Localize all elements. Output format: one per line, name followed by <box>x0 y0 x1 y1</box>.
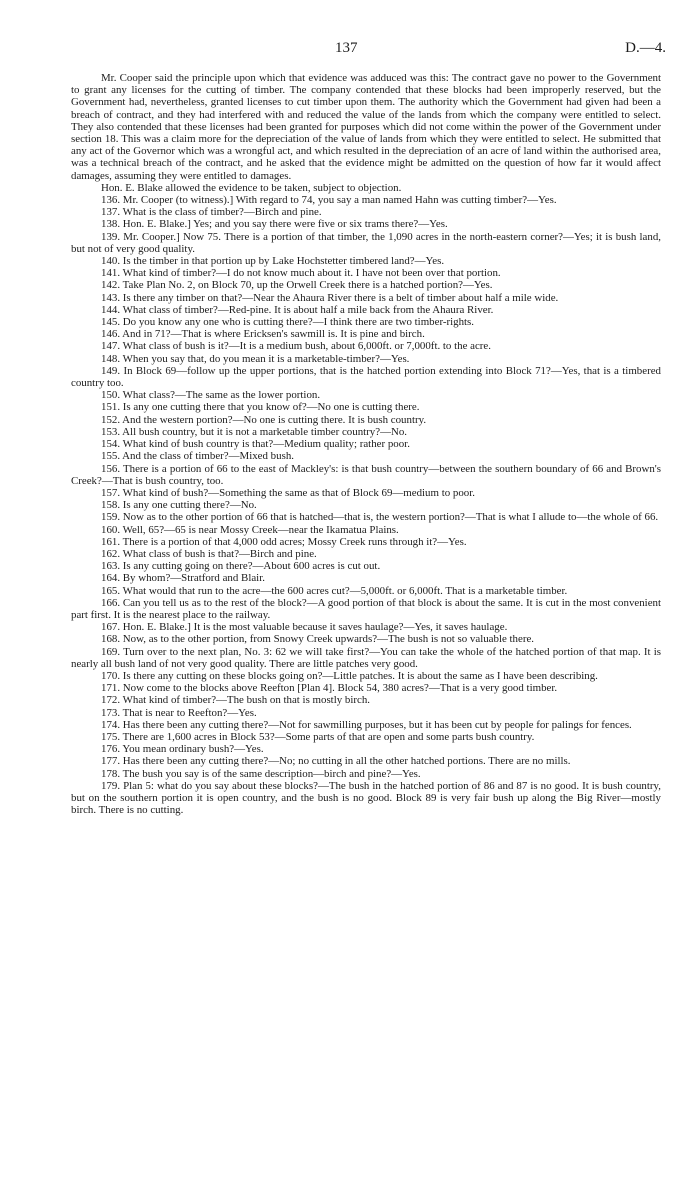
transcript-paragraph <box>71 670 661 682</box>
paragraph-lead: Hon. E. Blake <box>101 181 163 194</box>
paragraph-lead: 166. <box>101 596 121 609</box>
paragraph-lead: 168. <box>101 633 121 646</box>
paragraph-text: It is the most valuable because it saves haulage?—Yes, it saves haulage. <box>190 621 508 634</box>
paragraph-text: Has there been any cutting there?—No; no cutting in all the other hatched portions. There are no mills. <box>120 755 571 768</box>
paragraph-lead: 153. <box>101 425 121 438</box>
paragraph-lead: 146. <box>101 328 121 341</box>
paragraph-lead: 160. <box>101 523 121 536</box>
paragraph-lead: 141. <box>101 267 121 280</box>
transcript-paragraph <box>71 646 661 670</box>
paragraph-text: Turn over to the next plan, No. 3: 62 we will take first?—You can take the whole of the hatched portion of that map. It is nearly all bush land of not very good quality. There are little patches very good. <box>71 645 661 670</box>
paragraph-lead: 138. Hon. E. Blake.] <box>101 218 191 231</box>
paragraph-lead: 167. Hon. E. Blake.] <box>101 621 191 634</box>
paragraph-text: What would that run to the acre—the 600 acres cut?—5,000ft. or 6,000ft. That is a marketable timber. <box>120 584 568 597</box>
paragraph-text: Take Plan No. 2, on Block 70, up the Orwell Creek there is a hatched portion?—Yes. <box>120 279 493 292</box>
paragraph-lead: 140. <box>101 255 121 268</box>
paragraph-text: What kind of timber?—I do not know much about it. I have not been over that portion. <box>120 267 501 280</box>
paragraph-text: Is any cutting going on there?—About 600 acres is cut out. <box>120 560 381 573</box>
paragraph-text: Well, 65?—65 is near Mossy Creek—near the Ikamatua Plains. <box>120 523 399 536</box>
transcript-paragraph <box>71 499 661 511</box>
paragraph-lead: 143. <box>101 291 121 304</box>
paragraph-lead: 142. <box>101 279 121 292</box>
transcript-paragraph <box>71 401 661 413</box>
transcript-paragraph <box>71 365 661 389</box>
transcript-paragraph <box>71 182 661 194</box>
transcript-paragraph <box>71 633 661 645</box>
paragraph-text: What class?—The same as the lower portion. <box>120 389 321 402</box>
transcript-paragraph <box>71 707 661 719</box>
paragraph-lead: 149. <box>101 364 121 377</box>
paragraph-text: In Block 69—follow up the upper portions, that is the hatched portion extending into Block 71?—Yes, that is a timbered country too. <box>71 364 661 390</box>
paragraph-text: Has there been any cutting there?—Not for sawmilling purposes, but it has been cut by people for palings for fences. <box>120 718 632 731</box>
paragraph-text: Now 75. There is a portion of that timber, the 1,090 acres in the north-eastern corner?—Yes; it is bush land, but not of very good quality. <box>71 230 661 255</box>
paragraph-text: Now as to the other portion of 66 that is hatched—that is, the western portion?—That is what I allude to—the whole of 66. <box>120 511 659 524</box>
paragraph-text: When you say that, do you mean it is a marketable-timber?—Yes. <box>120 352 410 365</box>
paragraph-text: Is the timber in that portion up by Lake Hochstetter timbered land?—Yes. <box>120 255 445 268</box>
transcript-paragraph <box>71 206 661 218</box>
transcript-paragraph <box>71 621 661 633</box>
paragraph-lead: 164. <box>101 572 121 585</box>
paragraph-text: What kind of bush country is that?—Medium quality; rather poor. <box>120 438 410 451</box>
transcript-paragraph <box>71 487 661 499</box>
paragraph-lead: 178. <box>101 767 121 780</box>
paragraph-text: Now, as to the other portion, from Snowy Creek upwards?—The bush is not so valuable there. <box>120 633 535 646</box>
transcript-paragraph <box>71 743 661 755</box>
paragraph-lead: Mr. Cooper <box>101 72 152 84</box>
paragraph-lead: 161. <box>101 535 121 548</box>
paragraph-text: What class of bush is that?—Birch and pine. <box>120 547 317 560</box>
paragraph-lead: 176. <box>101 743 121 756</box>
paragraph-text: What kind of bush?—Something the same as that of Block 69—medium to poor. <box>120 486 475 499</box>
transcript-paragraph <box>71 755 661 767</box>
paragraph-lead: 163. <box>101 560 121 573</box>
paragraph-text: And the class of timber?—Mixed bush. <box>120 450 294 463</box>
paragraph-text: Can you tell us as to the rest of the block?—A good portion of that block is about the same. It is cut in the most convenient part first. It is the nearest place to the railway. <box>71 596 661 621</box>
transcript-paragraph <box>71 450 661 462</box>
page-number: 137 <box>335 40 358 56</box>
transcript-paragraph <box>71 536 661 548</box>
paragraph-lead: 151. <box>101 401 121 414</box>
paragraph-lead: 171. <box>101 682 121 695</box>
paragraph-lead: 158. <box>101 499 121 512</box>
transcript-paragraph <box>71 694 661 706</box>
paragraph-text: allowed the evidence to be taken, subject to objection. <box>162 181 402 194</box>
paragraph-text: All bush country, but it is not a marketable timber country?—No. <box>120 425 407 438</box>
paragraph-text: What kind of timber?—The bush on that is mostly birch. <box>120 694 371 707</box>
paragraph-text: said the principle upon which that evidence was adduced was this: The contract gave no power to the Government to grant any licenses for the cutting of timber. The company contended that these blocks had been improperly reserved, but the Government had, nevertheless, granted licenses to cut timber upon them. The authority which the Government had given had been a breach of contract, and they had interfered with and reduced the value of the lands from which the company were entitled to select. They also contended that these licenses had been granted for purposes which did not come within the power of the Government under section 18. This was a claim more for the depreciation of the value of lands from which they were entitled to select. He submitted that any act of the Governor which was a wrongful act, and which resulted in the depreciation of an acre of land within the authorised area, was a technical breach of the contract, and he asked that the evidence might be admitted on the question of how far it would affect damages, assuming they were entitled to damages. <box>71 72 662 182</box>
paragraph-lead: 148. <box>101 352 121 365</box>
paragraph-lead: 152. <box>101 413 121 426</box>
paragraph-lead: 165. <box>101 584 121 597</box>
paragraph-lead: 145. <box>101 316 121 329</box>
transcript-paragraph <box>71 72 661 182</box>
paragraph-text: The bush you say is of the same description—birch and pine?—Yes. <box>120 767 421 780</box>
paragraph-lead: 162. <box>101 547 121 560</box>
paragraph-text: Is there any timber on that?—Near the Ahaura River there is a belt of timber about half a mile wide. <box>120 291 559 304</box>
transcript-paragraph <box>71 511 661 523</box>
transcript-paragraph <box>71 426 661 438</box>
transcript-paragraph <box>71 279 661 291</box>
transcript-paragraph <box>71 414 661 426</box>
transcript-paragraph <box>71 463 661 487</box>
paragraph-lead: 139. Mr. Cooper.] <box>101 230 180 243</box>
paragraph-lead: 159. <box>101 511 121 524</box>
paragraph-text: And in 71?—That is where Ericksen's sawmill is. It is pine and birch. <box>120 328 425 341</box>
paragraph-lead: 169. <box>101 645 121 658</box>
transcript-paragraph <box>71 780 661 817</box>
paragraph-text: What is the class of timber?—Birch and pine. <box>120 206 322 219</box>
transcript-paragraph <box>71 304 661 316</box>
transcript-paragraph <box>71 719 661 731</box>
paragraph-text: You mean ordinary bush?—Yes. <box>120 743 264 756</box>
paragraph-lead: 154. <box>101 438 121 451</box>
paragraph-lead: 150. <box>101 389 121 402</box>
paragraph-text: Yes; and you say there were five or six trams there?—Yes. <box>190 218 448 231</box>
paragraph-lead: 156. <box>101 462 121 475</box>
evidence-transcript <box>71 72 661 816</box>
paragraph-text: What class of bush is it?—It is a medium bush, about 6,000ft. or 7,000ft. to the acre. <box>120 340 491 353</box>
paragraph-lead: 179. <box>101 779 121 792</box>
transcript-paragraph <box>71 316 661 328</box>
paragraph-lead: 155. <box>101 450 121 463</box>
transcript-paragraph <box>71 328 661 340</box>
page-header <box>0 40 700 60</box>
paragraph-text: Plan 5: what do you say about these blocks?—The bush in the hatched portion of 86 and 87 is no good. It is bush country, but on the southern portion it is open country, and the bush is no good. Block 89 is very fair bush up along the Big River—mostly birch. There is no cutting. <box>71 779 661 817</box>
paragraph-text: Is any one cutting there that you know of?—No one is cutting there. <box>120 401 420 414</box>
transcript-paragraph <box>71 194 661 206</box>
paragraph-lead: 144. <box>101 303 121 316</box>
paragraph-text: By whom?—Stratford and Blair. <box>120 572 265 585</box>
paragraph-text: (to witness).] With regard to 74, you say a man named Hahn was cutting timber?—Yes. <box>173 194 557 207</box>
paragraph-lead: 174. <box>101 718 121 731</box>
transcript-paragraph <box>71 231 661 255</box>
paragraph-text: Do you know any one who is cutting there?—I think there are two timber-rights. <box>120 316 475 329</box>
transcript-paragraph <box>71 389 661 401</box>
paragraph-text: There is a portion of that 4,000 odd acres; Mossy Creek runs through it?—Yes. <box>120 535 467 548</box>
paragraph-lead: 170. <box>101 669 121 682</box>
document-code: D.—4. <box>625 40 666 56</box>
transcript-paragraph <box>71 768 661 780</box>
transcript-paragraph <box>71 572 661 584</box>
transcript-paragraph <box>71 585 661 597</box>
paragraph-text: That is near to Reefton?—Yes. <box>120 706 257 719</box>
transcript-paragraph <box>71 597 661 621</box>
transcript-paragraph <box>71 731 661 743</box>
transcript-paragraph <box>71 682 661 694</box>
transcript-paragraph <box>71 524 661 536</box>
transcript-paragraph <box>71 560 661 572</box>
paragraph-text: Now come to the blocks above Reefton [Plan 4]. Block 54, 380 acres?—That is a very good timber. <box>120 682 558 695</box>
transcript-paragraph <box>71 267 661 279</box>
paragraph-lead: 147. <box>101 340 121 353</box>
paragraph-text: What class of timber?—Red-pine. It is about half a mile back from the Ahaura River. <box>120 303 494 316</box>
paragraph-text: Is there any cutting on these blocks going on?—Little patches. It is about the same as I have been describing. <box>120 669 598 682</box>
paragraph-lead: 172. <box>101 694 121 707</box>
paragraph-text: And the western portion?—No one is cutting there. It is bush country. <box>120 413 427 426</box>
transcript-paragraph <box>71 438 661 450</box>
transcript-paragraph <box>71 548 661 560</box>
paragraph-lead: 177. <box>101 755 121 768</box>
transcript-paragraph <box>71 353 661 365</box>
paragraph-lead: 175. <box>101 730 121 743</box>
transcript-paragraph <box>71 292 661 304</box>
paragraph-text: There is a portion of 66 to the east of Mackley's: is that bush country—between the southern boundary of 66 and Brown's Creek?—That is bush country, too. <box>71 462 661 487</box>
transcript-paragraph <box>71 255 661 267</box>
transcript-paragraph <box>71 218 661 230</box>
paragraph-text: There are 1,600 acres in Block 53?—Some parts of that are open and some parts bush country. <box>120 730 535 743</box>
paragraph-text: Is any one cutting there?—No. <box>120 499 257 512</box>
paragraph-lead: 173. <box>101 706 121 719</box>
paragraph-lead: 137. <box>101 206 121 219</box>
transcript-paragraph <box>71 340 661 352</box>
paragraph-lead: 157. <box>101 486 121 499</box>
paragraph-lead: 136. Mr. Cooper <box>101 194 173 207</box>
